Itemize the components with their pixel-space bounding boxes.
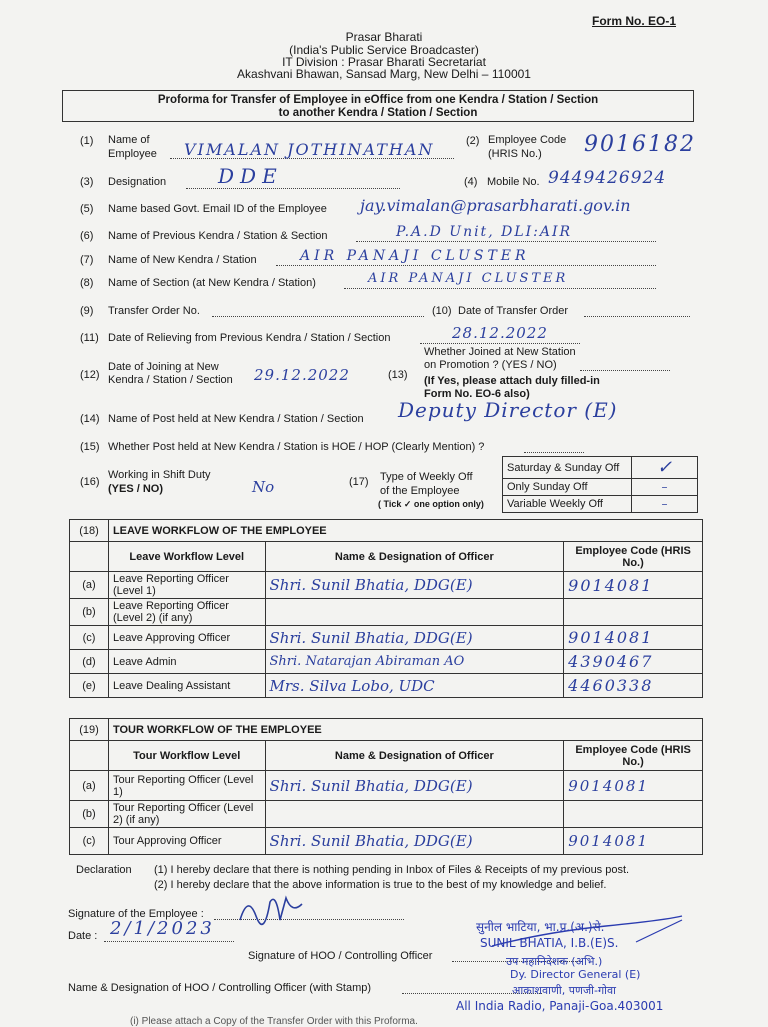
weekly-off-label: Only Sunday Off (503, 479, 632, 496)
stamp-line-6: All India Radio, Panaji-Goa.403001 (456, 999, 664, 1013)
leave-row-level: Leave Reporting Officer (Level 2) (if any) (108, 599, 265, 626)
leave-row-code (564, 599, 703, 626)
new-section-value: AIR PANAJI CLUSTER (368, 271, 569, 286)
tour-row-code: 9014081 (564, 828, 703, 855)
tour-col-name: Name & Designation of Officer (265, 741, 564, 771)
field-13-label-b: on Promotion ? (YES / NO) (424, 359, 557, 371)
title-line-2: to another Kendra / Station / Section (278, 107, 478, 119)
weekly-off-row (503, 479, 698, 496)
tour-section-number: (19) (70, 719, 109, 741)
stamp-line-2: SUNIL BHATIA, I.B.(E)S. (480, 936, 619, 950)
field-6-number: (6) (80, 230, 94, 242)
leave-row-name: Mrs. Silva Lobo, UDC (265, 674, 564, 698)
field-4-number: (4) (464, 176, 478, 188)
leave-row-name: Shri. Natarajan Abiraman AO (265, 650, 564, 674)
tour-col-code: Employee Code (HRIS No.) (564, 741, 703, 771)
field-1-label-b: Employee (108, 148, 157, 160)
tour-row-level: Tour Reporting Officer (Level 1) (108, 771, 265, 801)
field-3-number: (3) (80, 176, 94, 188)
designation-value: DDE (218, 164, 283, 188)
field-10-label: Date of Transfer Order (458, 305, 569, 317)
tour-row-id: (c) (70, 828, 109, 855)
field-1-number: (1) (80, 135, 94, 147)
date-line (104, 941, 234, 942)
tour-row-level: Tour Reporting Officer (Level 2) (if any) (108, 801, 265, 828)
tour-section-title: TOUR WORKFLOW OF THE EMPLOYEE (108, 719, 702, 741)
field-13-label-a: Whether Joined at New Station (424, 346, 576, 358)
field-6-line (356, 241, 656, 242)
leave-row-level: Leave Admin (108, 650, 265, 674)
field-3-label: Designation (108, 176, 167, 188)
employee-signature-scribble (236, 890, 306, 930)
tour-title-row (70, 719, 703, 741)
field-15-line (524, 452, 584, 453)
table-row (70, 572, 703, 599)
field-17-label-b: of the Employee (380, 485, 460, 497)
tour-workflow-table (69, 718, 703, 855)
field-8-label: Name of Section (at New Kendra / Station) (108, 277, 316, 289)
leave-col-name: Name & Designation of Officer (265, 542, 564, 572)
weekly-off-mark: – (632, 496, 698, 513)
field-9-line (212, 316, 424, 317)
field-12-label-b: Kendra / Station / Section (108, 374, 233, 386)
weekly-off-mark: – (632, 479, 698, 496)
mobile-value: 9449426924 (548, 168, 667, 188)
leave-workflow-table (69, 519, 703, 698)
tour-header-row (70, 741, 703, 771)
employee-code-value: 9016182 (584, 132, 696, 157)
field-5-label: Name based Govt. Email ID of the Employee (108, 203, 327, 215)
field-1-label-a: Name of (108, 134, 150, 146)
stamp-line-5: आकाशवाणी, पणजी-गोवा (512, 984, 616, 997)
field-11-label: Date of Relieving from Previous Kendra / Station / Section (108, 332, 391, 344)
tour-row-name: Shri. Sunil Bhatia, DDG(E) (265, 771, 564, 801)
field-17-label-a: Type of Weekly Off (380, 471, 473, 483)
date-label: Date : (68, 930, 98, 942)
field-17-number: (17) (349, 476, 369, 488)
field-13-label-c: (If Yes, please attach duly filled-in (424, 375, 600, 387)
leave-col-level: Leave Workflow Level (108, 542, 265, 572)
footer-partial: (i) Please attach a Copy of the Transfer Order with this Proforma. (130, 1016, 418, 1027)
hoo-name-label: Name & Designation of HOO / Controlling Officer (with Stamp) (68, 982, 372, 994)
stamp-line-1: सुनील भाटिया, भा.प्र.(अ.)से. (476, 920, 605, 934)
field-5-number: (5) (80, 203, 94, 215)
field-10-line (584, 316, 690, 317)
field-13-label-d: Form No. EO-6 also) (424, 388, 530, 400)
field-14-label: Name of Post held at New Kendra / Station / Section (108, 413, 364, 425)
field-12-number: (12) (80, 369, 100, 381)
field-14-number: (14) (80, 413, 100, 425)
field-16-number: (16) (80, 476, 100, 488)
tour-row-code: 9014081 (564, 771, 703, 801)
table-row (70, 771, 703, 801)
field-8-line (344, 288, 656, 289)
form-number: Form No. EO-1 (592, 14, 677, 28)
tour-row-name (265, 801, 564, 828)
shift-duty-value: No (252, 478, 275, 496)
field-15-label: Whether Post held at New Kendra / Station is HOE / HOP (Clearly Mention) ? (108, 441, 485, 453)
stamp-line-3: उप महानिदेशक (अभि.) (506, 955, 603, 968)
leave-row-level: Leave Dealing Assistant (108, 674, 265, 698)
leave-row-code: 4460338 (564, 674, 703, 698)
leave-row-code: 9014081 (564, 626, 703, 650)
field-15-number: (15) (80, 441, 100, 453)
header-line-2: (India's Public Service Broadcaster) (289, 43, 479, 57)
field-11-number: (11) (80, 332, 99, 344)
leave-row-name: Shri. Sunil Bhatia, DDG(E) (265, 626, 564, 650)
table-row (70, 674, 703, 698)
leave-header-row (70, 542, 703, 572)
table-row (70, 828, 703, 855)
field-2-number: (2) (466, 135, 480, 147)
header-line-4: Akashvani Bhawan, Sansad Marg, New Delhi – 110001 (237, 67, 531, 81)
tour-row-name: Shri. Sunil Bhatia, DDG(E) (265, 828, 564, 855)
date-value: 2/1/2023 (110, 918, 215, 939)
leave-title-row (70, 520, 703, 542)
table-row (70, 599, 703, 626)
field-2-label-b: (HRIS No.) (488, 148, 542, 160)
field-13-line (580, 370, 670, 371)
title-line-1: Proforma for Transfer of Employee in eOffice from one Kendra / Station / Section (157, 94, 599, 106)
field-16-label-a: Working in Shift Duty (108, 469, 211, 481)
header-line-3: IT Division : Prasar Bharati Secretariat (282, 55, 486, 69)
weekly-off-row (503, 457, 698, 479)
tour-col-level: Tour Workflow Level (108, 741, 265, 771)
tour-row-id: (b) (70, 801, 109, 828)
joining-date-value: 29.12.2022 (254, 366, 350, 384)
stamp-line-4: Dy. Director General (E) (510, 968, 641, 981)
table-row (70, 650, 703, 674)
declaration-label: Declaration (76, 864, 132, 876)
new-station-value: AIR PANAJI CLUSTER (300, 248, 530, 264)
table-row (70, 626, 703, 650)
field-8-number: (8) (80, 277, 94, 289)
field-10-number: (10) (432, 305, 452, 317)
leave-section-title: LEAVE WORKFLOW OF THE EMPLOYEE (108, 520, 702, 542)
leave-section-number: (18) (70, 520, 109, 542)
leave-row-level: Leave Approving Officer (108, 626, 265, 650)
leave-row-id: (d) (70, 650, 109, 674)
leave-row-code: 4390467 (564, 650, 703, 674)
weekly-off-table (502, 456, 698, 513)
employee-name-value: VIMALAN JOTHINATHAN (184, 140, 435, 159)
employee-signature-label: Signature of the Employee : (68, 908, 204, 920)
field-7-number: (7) (80, 254, 94, 266)
declaration-line-1: (1) I hereby declare that there is nothing pending in Inbox of Files & Receipts of my previous post. (154, 864, 630, 876)
header-line-1: Prasar Bharati (345, 30, 423, 44)
relieving-date-value: 28.12.2022 (452, 324, 548, 342)
weekly-off-row (503, 496, 698, 513)
leave-row-code: 9014081 (564, 572, 703, 599)
tour-row-code (564, 801, 703, 828)
field-2-label-a: Employee Code (488, 134, 567, 146)
field-9-label: Transfer Order No. (108, 305, 200, 317)
weekly-off-mark: ✓ (632, 457, 698, 479)
field-6-label: Name of Previous Kendra / Station & Section (108, 230, 328, 242)
previous-station-value: P.A.D Unit, DLI:AIR (396, 224, 573, 240)
leave-row-level: Leave Reporting Officer (Level 1) (108, 572, 265, 599)
leave-row-name: Shri. Sunil Bhatia, DDG(E) (265, 572, 564, 599)
field-17-label-c: ( Tick ✓ one option only) (378, 499, 484, 509)
post-held-value: Deputy Director (E) (398, 398, 618, 422)
leave-col-code: Employee Code (HRIS No.) (564, 542, 703, 572)
leave-row-id: (b) (70, 599, 109, 626)
table-row (70, 801, 703, 828)
field-7-label: Name of New Kendra / Station (108, 254, 257, 266)
field-9-number: (9) (80, 305, 94, 317)
field-16-label-b: (YES / NO) (108, 483, 164, 495)
declaration-line-2: (2) I hereby declare that the above information is true to the best of my knowledge and belief. (154, 879, 607, 891)
field-4-label: Mobile No. (487, 176, 540, 188)
field-13-number: (13) (388, 369, 408, 381)
tour-header-blank (70, 741, 109, 771)
field-12-label-a: Date of Joining at New (108, 361, 219, 373)
field-3-line (186, 188, 400, 189)
tour-row-level: Tour Approving Officer (108, 828, 265, 855)
weekly-off-label: Saturday & Sunday Off (503, 457, 632, 479)
tour-row-id: (a) (70, 771, 109, 801)
leave-header-blank (70, 542, 109, 572)
leave-row-id: (a) (70, 572, 109, 599)
field-7-line (276, 265, 656, 266)
weekly-off-label: Variable Weekly Off (503, 496, 632, 513)
leave-row-id: (e) (70, 674, 109, 698)
email-value: jay.vimalan@prasarbharati.gov.in (360, 196, 631, 215)
title-box (62, 90, 694, 122)
leave-row-name (265, 599, 564, 626)
leave-row-id: (c) (70, 626, 109, 650)
hoo-signature-label: Signature of HOO / Controlling Officer (248, 950, 433, 962)
field-11-line (420, 343, 580, 344)
